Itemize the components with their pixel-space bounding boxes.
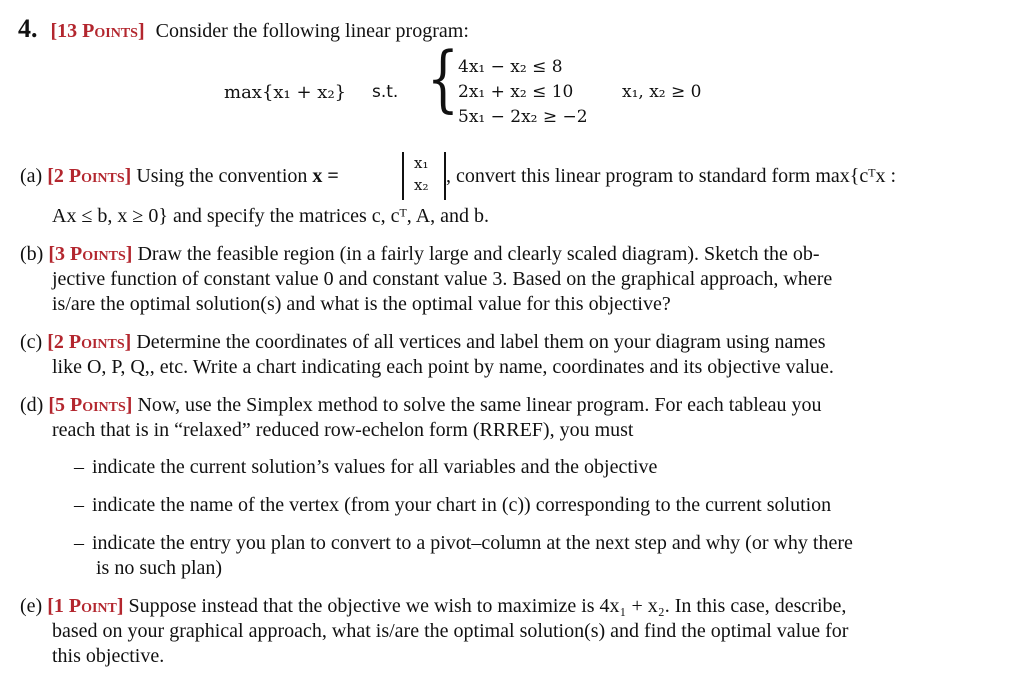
part-b-line3: is/are the optimal solution(s) and what is the optimal value for this objective? bbox=[52, 293, 671, 315]
part-a-line1 bbox=[20, 165, 339, 188]
bullet-dash: – bbox=[74, 532, 84, 554]
constraint-2: 2x₁ + x₂ ≤ 10 bbox=[458, 82, 574, 102]
x-vector-matrix bbox=[402, 152, 446, 200]
part-a-points: [2 Points] bbox=[47, 165, 132, 187]
bullet-3-cont: is no such plan) bbox=[96, 557, 223, 579]
bullet-1 bbox=[74, 456, 657, 479]
part-e-label: (e) bbox=[20, 595, 43, 617]
problem-points: [13 Points] bbox=[50, 20, 145, 42]
part-a-text1: Using the convention bbox=[136, 165, 308, 187]
nonneg-constraint: x₁, x₂ ≥ 0 bbox=[622, 82, 702, 102]
bullet-dash: – bbox=[74, 494, 84, 516]
part-e-text1: Suppose instead that the objective we wish to maximize is 4x₁ + x₂. In this case, describe, bbox=[128, 595, 847, 617]
part-a-text2: , convert this linear program to standard form max{cᵀx : bbox=[446, 165, 897, 187]
part-c-text1: Determine the coordinates of all vertices and label them on your diagram using names bbox=[136, 331, 826, 353]
part-a-label: (a) bbox=[20, 165, 43, 187]
part-e-line3: this objective. bbox=[52, 645, 165, 667]
lp-st: s.t. bbox=[372, 82, 399, 102]
part-e-line1 bbox=[20, 595, 846, 618]
part-d-text1: Now, use the Simplex method to solve the same linear program. For each tableau you bbox=[137, 394, 822, 416]
part-c-line1 bbox=[20, 331, 826, 354]
part-c-line2: like O, P, Q,, etc. Write a chart indicating each point by name, coordinates and its objective value. bbox=[52, 356, 834, 378]
problem-header bbox=[18, 14, 469, 44]
part-e-points: [1 Point] bbox=[47, 595, 124, 617]
constraint-3: 5x₁ − 2x₂ ≥ −2 bbox=[458, 107, 588, 127]
bullet-3 bbox=[74, 532, 853, 555]
part-a-xvec: x = bbox=[312, 165, 339, 187]
part-d-points: [5 Points] bbox=[48, 394, 133, 416]
part-d-line2: reach that is in “relaxed” reduced row-echelon form (RRREF), you must bbox=[52, 419, 634, 441]
bullet-3-text: indicate the entry you plan to convert to a pivot–column at the next step and why (or why there bbox=[92, 532, 853, 554]
constraint-1: 4x₁ − x₂ ≤ 8 bbox=[458, 57, 563, 77]
part-c-points: [2 Points] bbox=[47, 331, 132, 353]
part-e-line2: based on your graphical approach, what is/are the optimal solution(s) and find the optimal value for bbox=[52, 620, 849, 642]
part-c-label: (c) bbox=[20, 331, 43, 353]
part-b-label: (b) bbox=[20, 243, 44, 265]
part-b-line1 bbox=[20, 243, 820, 266]
part-b-text1: Draw the feasible region (in a fairly large and clearly scaled diagram). Sketch the ob- bbox=[137, 243, 820, 265]
matrix-x2: x₂ bbox=[414, 176, 429, 194]
part-d-label: (d) bbox=[20, 394, 44, 416]
bullet-2 bbox=[74, 494, 831, 517]
problem-number: 4. bbox=[18, 14, 38, 43]
part-b-line2: jective function of constant value 0 and constant value 3. Based on the graphical approach, where bbox=[52, 268, 833, 290]
lp-objective: max{x₁ + x₂} bbox=[224, 82, 347, 103]
matrix-x1: x₁ bbox=[414, 154, 429, 172]
part-d-line1 bbox=[20, 394, 822, 417]
bullet-dash: – bbox=[74, 456, 84, 478]
bullet-2-text: indicate the name of the vertex (from your chart in (c)) corresponding to the current solution bbox=[92, 494, 832, 516]
problem-intro: Consider the following linear program: bbox=[155, 20, 469, 42]
part-a-text3: Ax ≤ b, x ≥ 0} and specify the matrices c, cᵀ, A, and b. bbox=[52, 205, 490, 227]
bullet-1-text: indicate the current solution’s values for all variables and the objective bbox=[92, 456, 658, 478]
part-b-points: [3 Points] bbox=[48, 243, 133, 265]
constraint-brace: { bbox=[426, 36, 459, 120]
